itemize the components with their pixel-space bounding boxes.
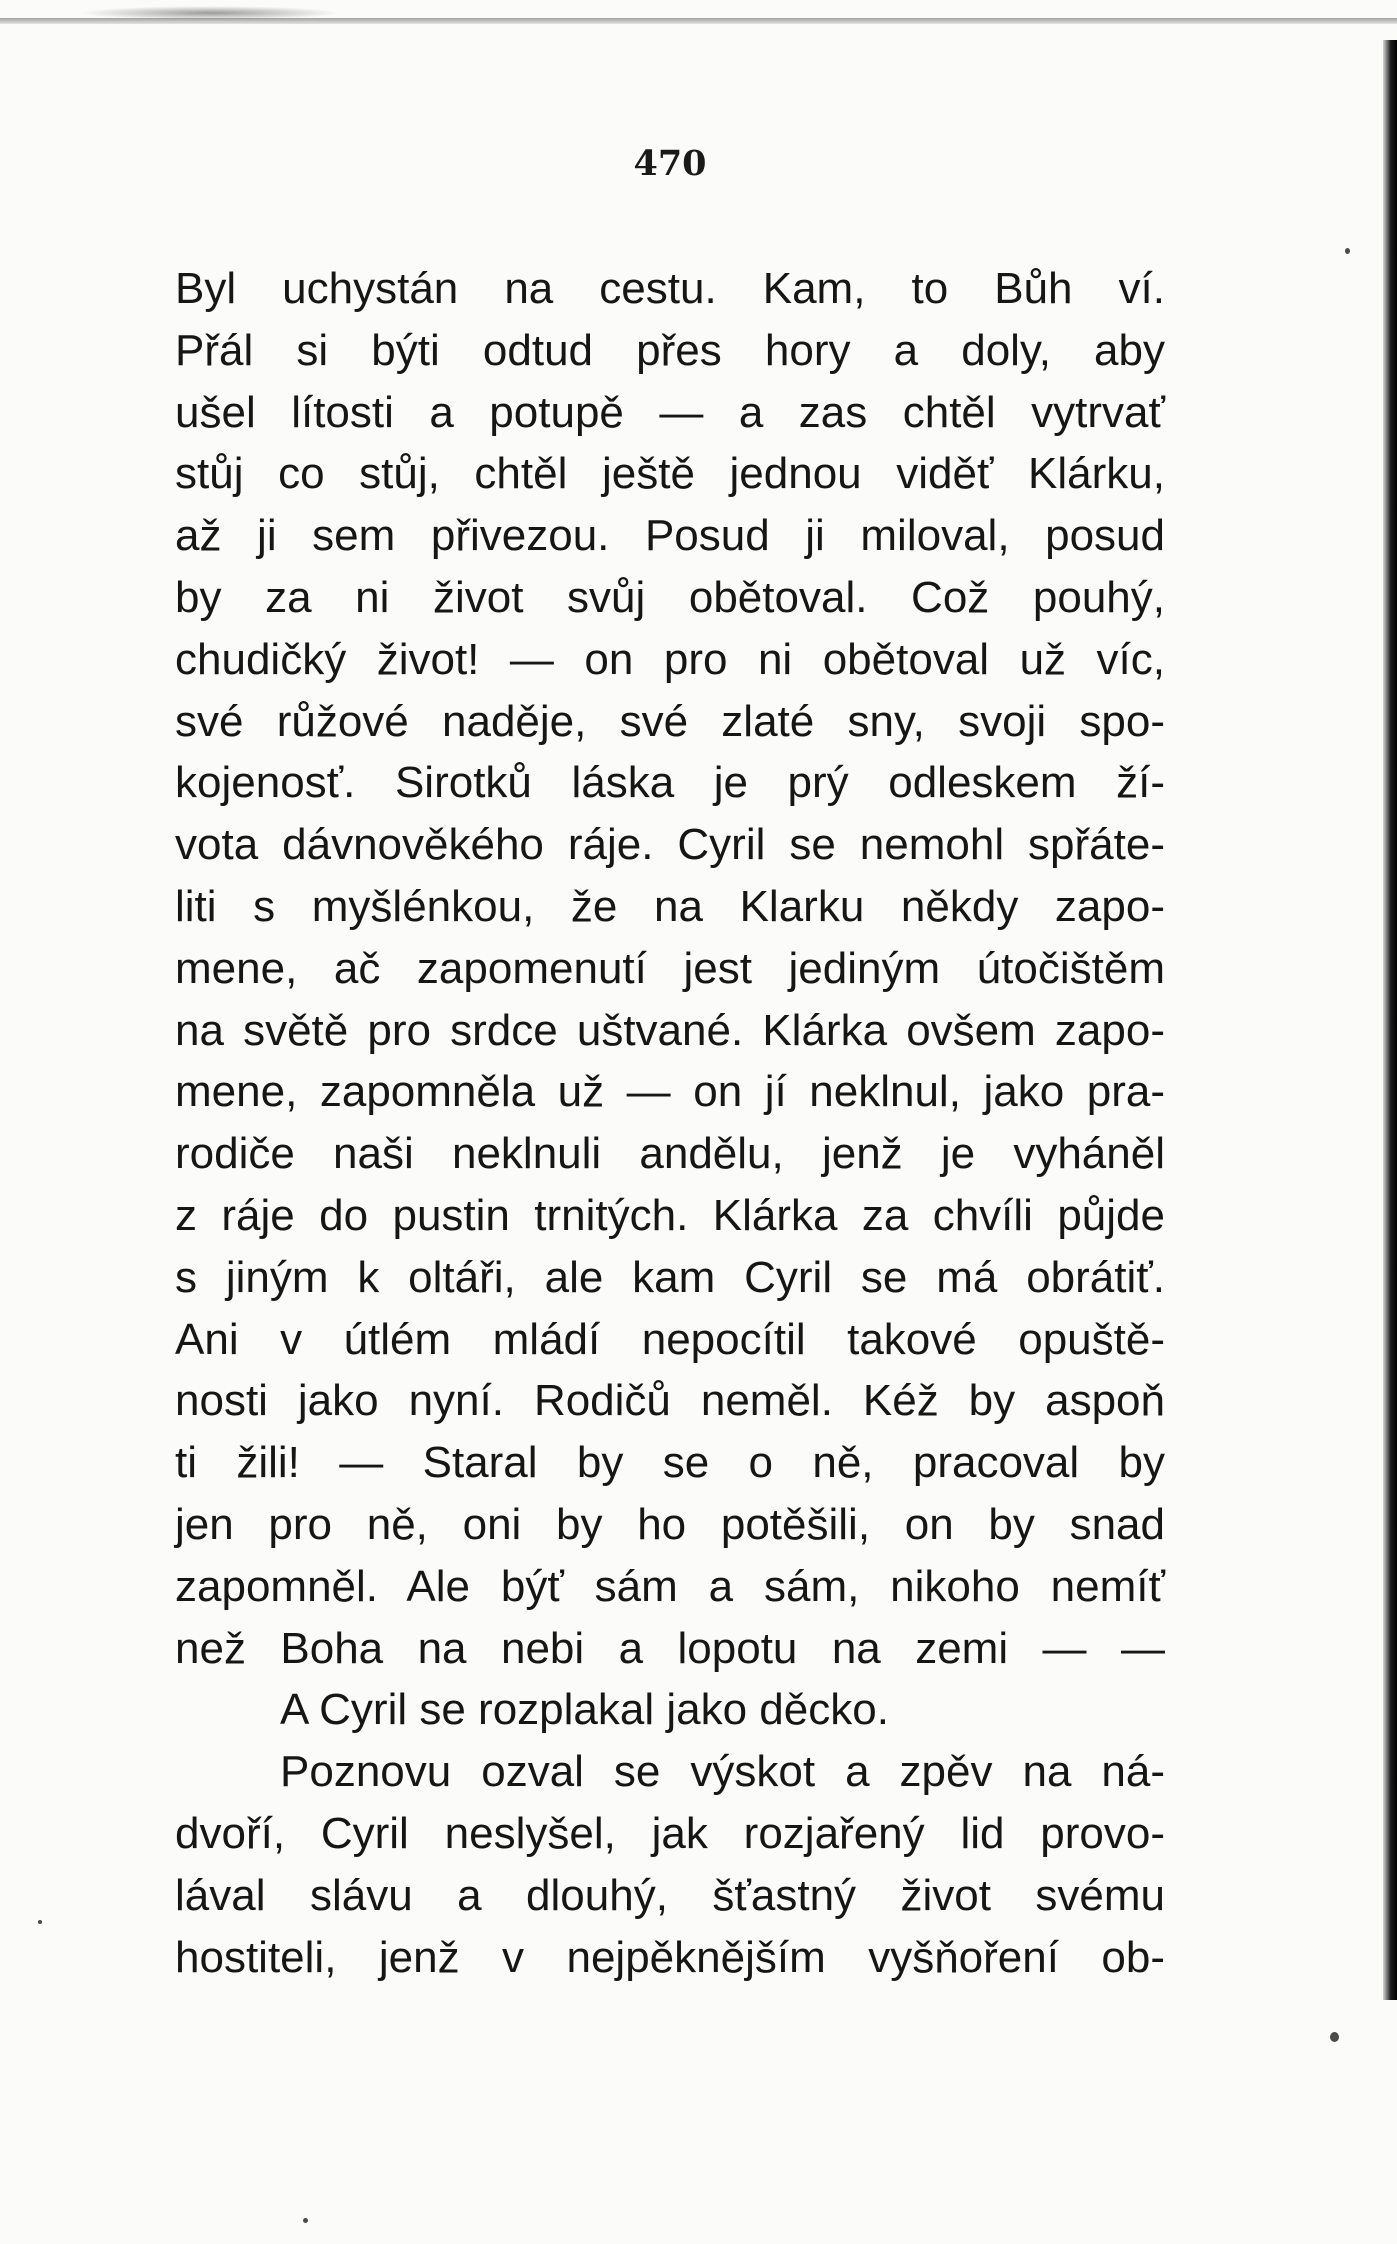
text-line: chudičký život! — on pro ni obětoval už víc,	[175, 634, 1165, 684]
scan-speck	[38, 1920, 42, 1924]
text-line: liti s myšlénkou, že na Klarku někdy zapo-	[175, 881, 1165, 931]
scan-speck	[1345, 248, 1350, 254]
text-line: by za ni život svůj obětoval. Což pouhý,	[175, 572, 1165, 622]
text-line: stůj co stůj, chtěl ještě jednou viděť Klárku,	[175, 449, 1165, 499]
page-number: 470	[633, 143, 707, 184]
text-line: Přál si býti odtud přes hory a doly, aby	[175, 325, 1165, 375]
scan-speck	[1330, 2032, 1339, 2042]
text-line: lával slávu a dlouhý, šťastný život svému	[175, 1870, 1165, 1920]
text-line: vota dávnověkého ráje. Cyril se nemohl spřáte-	[175, 820, 1165, 870]
right-page-edge	[1383, 40, 1397, 2000]
text-line: ušel lítosti a potupě — a zas chtěl vytrvať	[175, 387, 1165, 437]
text-line: Ani v útlém mládí nepocítil takové opuště-	[175, 1314, 1165, 1364]
text-line: až ji sem přivezou. Posud ji miloval, posud	[175, 511, 1165, 561]
top-page-edge	[0, 18, 1397, 24]
text-line: kojenosť. Sirotků láska je prý odleskem ží-	[175, 758, 1165, 808]
scan-speck	[303, 2218, 308, 2223]
text-line: jen pro ně, oni by ho potěšili, on by snad	[175, 1499, 1165, 1549]
text-line: mene, zapomněla už — on jí neklnul, jako pra-	[175, 1067, 1165, 1117]
text-line: Poznovu ozval se výskot a zpěv na ná-	[280, 1747, 1165, 1797]
text-line: ti žili! — Staral by se o ně, pracoval by	[175, 1438, 1165, 1488]
text-line: dvoří, Cyril neslyšel, jak rozjařený lid provo-	[175, 1808, 1165, 1858]
text-line: na světě pro srdce uštvané. Klárka ovšem zapo-	[175, 1005, 1165, 1055]
text-line: s jiným k oltáři, ale kam Cyril se má obrátiť.	[175, 1252, 1165, 1302]
text-line: než Boha na nebi a lopotu na zemi — —	[175, 1623, 1165, 1673]
text-line: z ráje do pustin trnitých. Klárka za chvíli půjde	[175, 1190, 1165, 1240]
text-line: nosti jako nyní. Rodičů neměl. Kéž by aspoň	[175, 1376, 1165, 1426]
body-text	[175, 258, 1165, 1988]
text-line: A Cyril se rozplakal jako děcko.	[280, 1685, 889, 1735]
text-line: rodiče naši neklnuli andělu, jenž je vyháněl	[175, 1129, 1165, 1179]
text-line: své růžové naděje, své zlaté sny, svoji spo-	[175, 696, 1165, 746]
text-line: mene, ač zapomenutí jest jediným útočištěm	[175, 943, 1165, 993]
text-line: hostiteli, jenž v nejpěknějším vyšňoření ob-	[175, 1932, 1165, 1982]
text-line: zapomněl. Ale býť sám a sám, nikoho nemíť	[175, 1561, 1165, 1611]
text-line: Byl uchystán na cestu. Kam, to Bůh ví.	[175, 264, 1165, 313]
